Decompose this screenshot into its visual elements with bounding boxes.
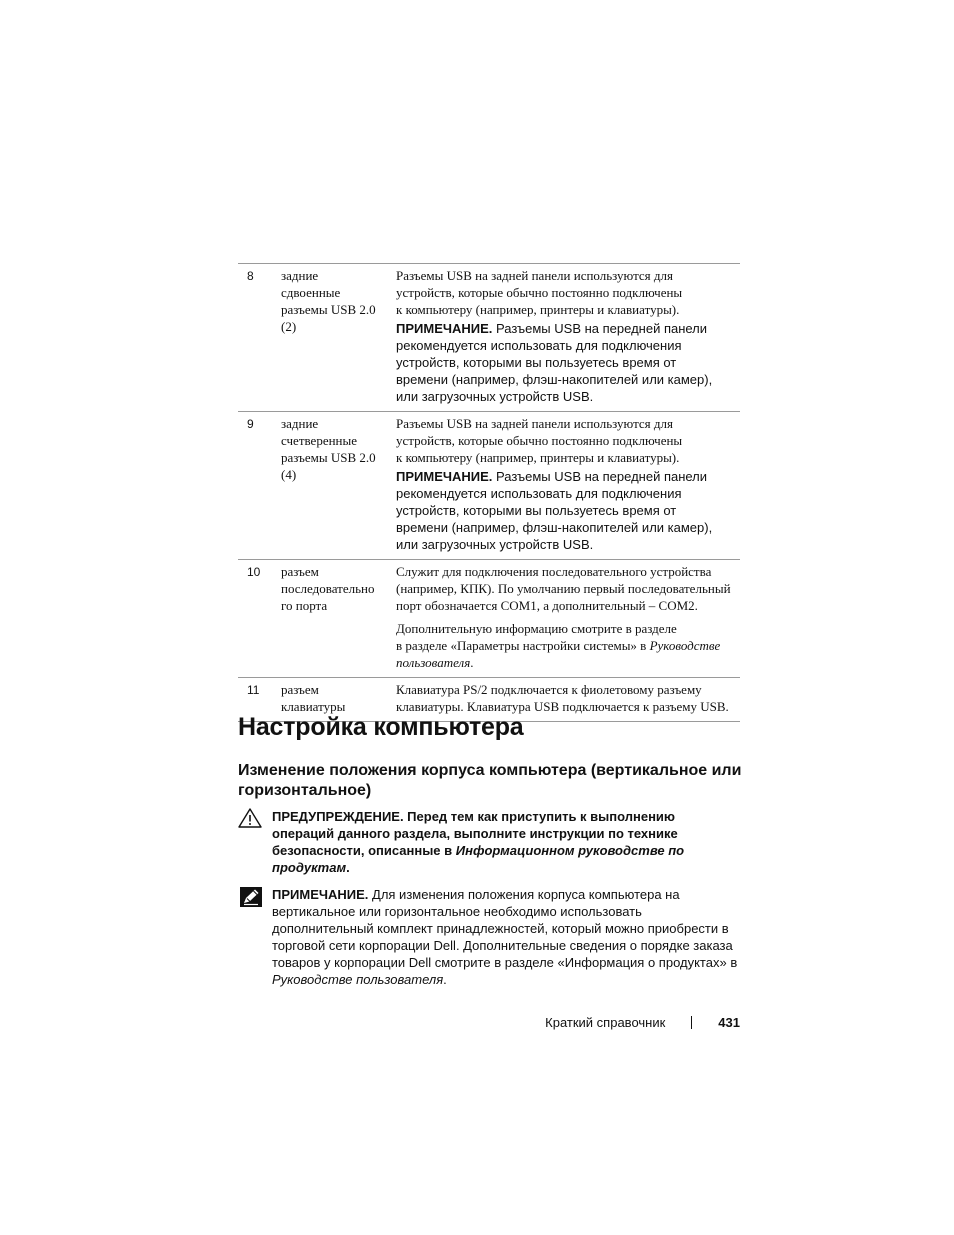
desc-text: . <box>470 655 474 670</box>
name-line: (4) <box>281 467 297 482</box>
name-line: разъем <box>281 682 319 697</box>
desc-line: (например, КПК). По умолчанию первый последовательный <box>396 581 731 596</box>
footer-section-title: Краткий справочник <box>545 1015 666 1030</box>
desc-line: Клавиатура PS/2 подключается к фиолетовому разъему <box>396 682 702 697</box>
desc-line: устройств, которые обычно постоянно подключены <box>396 433 683 448</box>
page-footer <box>545 1015 740 1030</box>
note-block <box>238 886 740 988</box>
desc-line: к компьютеру (например, принтеры и клавиатуры). <box>396 302 680 317</box>
note-label: ПРИМЕЧАНИЕ. <box>272 887 369 902</box>
note-text-main: Для изменения положения корпуса компьютера на вертикальное или горизонтальное необходимо использовать дополнительный комплект принадлежностей, который можно приобрести в торговой сети корпорации Dell. Дополнительные сведения о порядке заказа товаров у корпорации Dell смотрите в разделе «Информация о продуктах» в <box>272 887 738 970</box>
manual-reference: Руководстве <box>649 638 721 653</box>
row-number: 10 <box>238 560 281 678</box>
desc-line <box>396 637 740 654</box>
subsection-heading: Изменение положения корпуса компьютера (вертикальное или горизонтальное) <box>238 762 742 799</box>
desc-line: устройств, которые обычно постоянно подключены <box>396 285 683 300</box>
note-line: или загрузочных устройств USB. <box>396 537 594 552</box>
desc-line: к компьютеру (например, принтеры и клавиатуры). <box>396 450 680 465</box>
note-line: Разъемы USB на передней панели <box>492 469 708 484</box>
desc-line: Дополнительную информацию смотрите в разделе <box>396 621 677 636</box>
connector-name <box>281 560 396 678</box>
connector-description <box>396 412 740 560</box>
row-number: 11 <box>238 678 281 722</box>
table-row <box>238 412 740 560</box>
name-line: задние <box>281 268 319 283</box>
connector-description <box>396 560 740 678</box>
connector-name <box>281 264 396 412</box>
note-label: ПРИМЕЧАНИЕ. <box>396 469 493 484</box>
note-block <box>396 468 740 553</box>
note-block <box>396 320 740 405</box>
desc-line: клавиатуры. Клавиатура USB подключается к разъему USB. <box>396 699 729 714</box>
name-line: разъем <box>281 564 319 579</box>
warning-text <box>272 808 740 876</box>
section-heading: Настройка компьютера <box>238 713 524 741</box>
desc-line <box>396 654 740 671</box>
name-line: последовательно <box>281 581 375 596</box>
manual-reference: пользователя <box>396 655 471 670</box>
name-line: сдвоенные <box>281 285 341 300</box>
note-line: рекомендуется использовать для подключения <box>396 486 682 501</box>
desc-line: Разъемы USB на задней панели используются для <box>396 268 673 283</box>
row-number: 9 <box>238 412 281 560</box>
note-line: устройств, которыми вы пользуетесь время от <box>396 355 677 370</box>
pencil-note-icon <box>240 887 262 907</box>
connectors-table <box>238 263 740 722</box>
manual-reference: Информационном руководстве по продуктам <box>272 843 685 875</box>
footer-divider <box>691 1016 692 1029</box>
note-line: или загрузочных устройств USB. <box>396 389 594 404</box>
name-line: (2) <box>281 319 297 334</box>
name-line: разъемы USB 2.0 <box>281 302 376 317</box>
note-text <box>272 886 740 988</box>
note-line: времени (например, флэш-накопителей или камер), <box>396 520 713 535</box>
note-line: Разъемы USB на передней панели <box>492 321 708 336</box>
warning-text-main: ПРЕДУПРЕЖДЕНИЕ. Перед тем как приступить к выполнению операций данного раздела, выполните инструкции по технике безопасности, описанные в <box>272 809 678 858</box>
manual-reference: Руководстве пользователя <box>272 972 444 987</box>
note-line: устройств, которыми вы пользуетесь время от <box>396 503 677 518</box>
table-row <box>238 560 740 678</box>
name-line: клавиатуры <box>281 699 346 714</box>
connector-description <box>396 264 740 412</box>
warning-block <box>238 808 740 876</box>
note-line: времени (например, флэш-накопителей или камер), <box>396 372 713 387</box>
desc-text: в разделе «Параметры настройки системы» в <box>396 638 650 653</box>
note-line: рекомендуется использовать для подключения <box>396 338 682 353</box>
page-number: 431 <box>718 1015 740 1030</box>
name-line: задние <box>281 416 319 431</box>
note-label: ПРИМЕЧАНИЕ. <box>396 321 493 336</box>
desc-line: Разъемы USB на задней панели используются для <box>396 416 673 431</box>
row-number: 8 <box>238 264 281 412</box>
warning-triangle-icon <box>238 808 262 828</box>
connector-name <box>281 412 396 560</box>
desc-line: порт обозначается COM1, а дополнительный – COM2. <box>396 598 698 613</box>
note-text-end: . <box>443 972 447 987</box>
name-line: счетверенные <box>281 433 358 448</box>
desc-line: Служит для подключения последовательного устройства <box>396 564 712 579</box>
name-line: го порта <box>281 598 328 613</box>
name-line: разъемы USB 2.0 <box>281 450 376 465</box>
table-row <box>238 264 740 412</box>
warning-text-end: . <box>346 860 350 875</box>
